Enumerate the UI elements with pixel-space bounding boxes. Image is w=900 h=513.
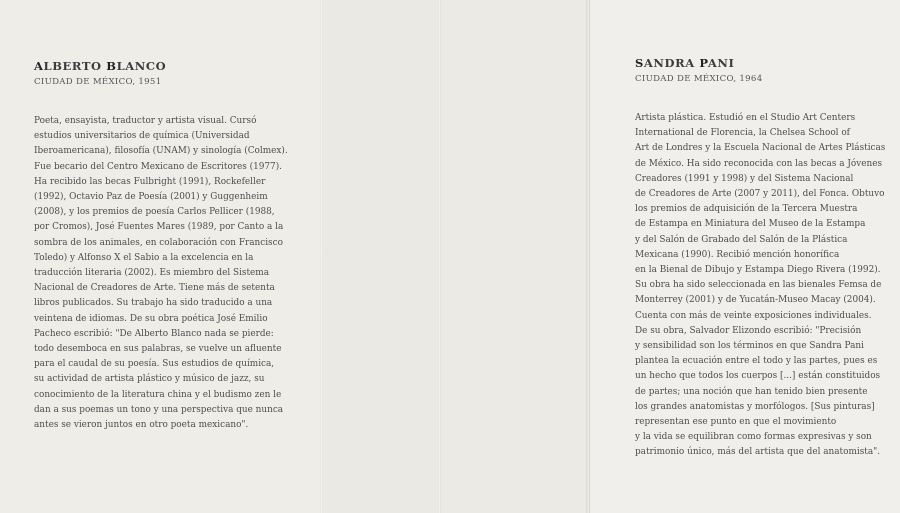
bio-line: plantea la ecuación entre el todo y las partes, pues es <box>635 356 878 367</box>
bio-line: Artista plástica. Estudió en el Studio Art Centers <box>635 113 856 123</box>
page-fold <box>586 0 589 513</box>
bio-line: representan ese punto en que el movimiento <box>635 417 837 428</box>
bio-line: traducción literaria (2002). Es miembro del Sistema <box>34 268 269 279</box>
bio-line: los grandes anatomistas y morfólogos. [Sus pinturas] <box>635 401 875 412</box>
page-fold <box>438 0 441 513</box>
bio-alberto-blanco <box>34 58 289 433</box>
bio-text <box>34 114 289 433</box>
bio-sandra-pani <box>635 55 886 461</box>
bio-line: Iberoamericana), filosofía (UNAM) y sinología (Colmex). <box>34 146 288 157</box>
bio-line: de Estampa en Miniatura del Museo de la Estampa <box>635 219 866 230</box>
bio-line: para el caudal de su poesía. Sus estudios de química, <box>34 359 275 370</box>
bio-line: y del Salón de Grabado del Salón de la Plástica <box>635 234 848 245</box>
author-name: SANDRA PANI <box>635 56 735 70</box>
inner-page <box>440 0 588 513</box>
bio-line: Art de Londres y la Escuela Nacional de Artes Plásticas <box>635 143 886 154</box>
bio-line: antes se vieron juntos en otro poeta mexicano". <box>34 420 249 431</box>
bio-line: sombra de los animales, en colaboración con Francisco <box>34 237 283 248</box>
author-place-year: CIUDAD DE MÉXICO, 1964 <box>635 74 763 84</box>
bio-line: en la Bienal de Dibujo y Estampa Diego Rivera (1992). <box>635 265 881 276</box>
bio-line: y sensibilidad son los términos en que Sandra Pani <box>635 341 864 352</box>
bio-line: conocimiento de la literatura china y el budismo zen le <box>34 389 282 400</box>
bio-line: (2008), y los premios de poesía Carlos Pellicer (1988, <box>34 207 275 218</box>
bio-line: Creadores (1991 y 1998) y del Sistema Nacional <box>635 173 854 184</box>
bio-line: Poeta, ensayista, traductor y artista visual. Cursó <box>34 116 257 126</box>
bio-line: De su obra, Salvador Elizondo escribió: "Precisión <box>635 325 862 336</box>
bio-line: un hecho que todos los cuerpos [...] están constituidos <box>635 371 881 382</box>
bio-line: dan a sus poemas un tono y una perspectiva que nunca <box>34 404 284 415</box>
bio-line: de partes; una noción que han tenido bien presente <box>635 386 868 397</box>
bio-line: y la vida se equilibran como formas expresivas y son <box>635 432 872 443</box>
bio-line: por Cromos), José Fuentes Mares (1989, por Canto a la <box>34 222 284 233</box>
middle-page <box>322 0 440 513</box>
bio-line: Nacional de Creadores de Arte. Tiene más de setenta <box>34 283 275 294</box>
page-fold <box>320 0 323 513</box>
bio-line: de México. Ha sido reconocida con las becas a Jóvenes <box>635 158 883 169</box>
bio-line: Fue becario del Centro Mexicano de Escritores (1977). <box>34 161 282 172</box>
author-place-year: CIUDAD DE MÉXICO, 1951 <box>34 77 162 87</box>
bio-line: todo desemboca en sus palabras, se vuelve un afluente <box>34 344 282 355</box>
bio-line: Pacheco escribió: "De Alberto Blanco nada se pierde: <box>34 328 274 339</box>
bio-line: Ha recibido las becas Fulbright (1991), Rockefeller <box>34 176 266 187</box>
author-name: ALBERTO BLANCO <box>34 59 167 73</box>
bio-line: libros publicados. Su trabajo ha sido traducido a una <box>34 298 273 309</box>
bio-line: patrimonio único, más del artista que del anatomista". <box>635 447 881 458</box>
bio-line: veintena de idiomas. De su obra poética José Emilio <box>34 313 268 324</box>
bio-line: (1992), Octavio Paz de Poesía (2001) y Guggenheim <box>34 192 268 203</box>
bio-line: Cuenta con más de veinte exposiciones individuales. <box>635 310 872 321</box>
bio-line: los premios de adquisición de la Tercera Muestra <box>635 204 858 215</box>
bio-line: de Creadores de Arte (2007 y 2011), del Fonca. Obtuvo <box>635 189 885 200</box>
bio-text <box>635 111 886 461</box>
bio-line: Toledo) y Alfonso X el Sabio a la excelencia en la <box>34 252 254 263</box>
bio-line: Monterrey (2001) y de Yucatán-Museo Macay (2004). <box>635 295 876 306</box>
bio-line: International de Florencia, la Chelsea School of <box>635 128 850 139</box>
bio-line: Su obra ha sido seleccionada en las bienales Femsa de <box>635 280 882 291</box>
bio-line: su actividad de artista plástico y músico de jazz, su <box>34 374 265 385</box>
bio-line: Mexicana (1990). Recibió mención honorífica <box>635 249 840 260</box>
bio-line: estudios universitarios de química (Universidad <box>34 131 250 142</box>
